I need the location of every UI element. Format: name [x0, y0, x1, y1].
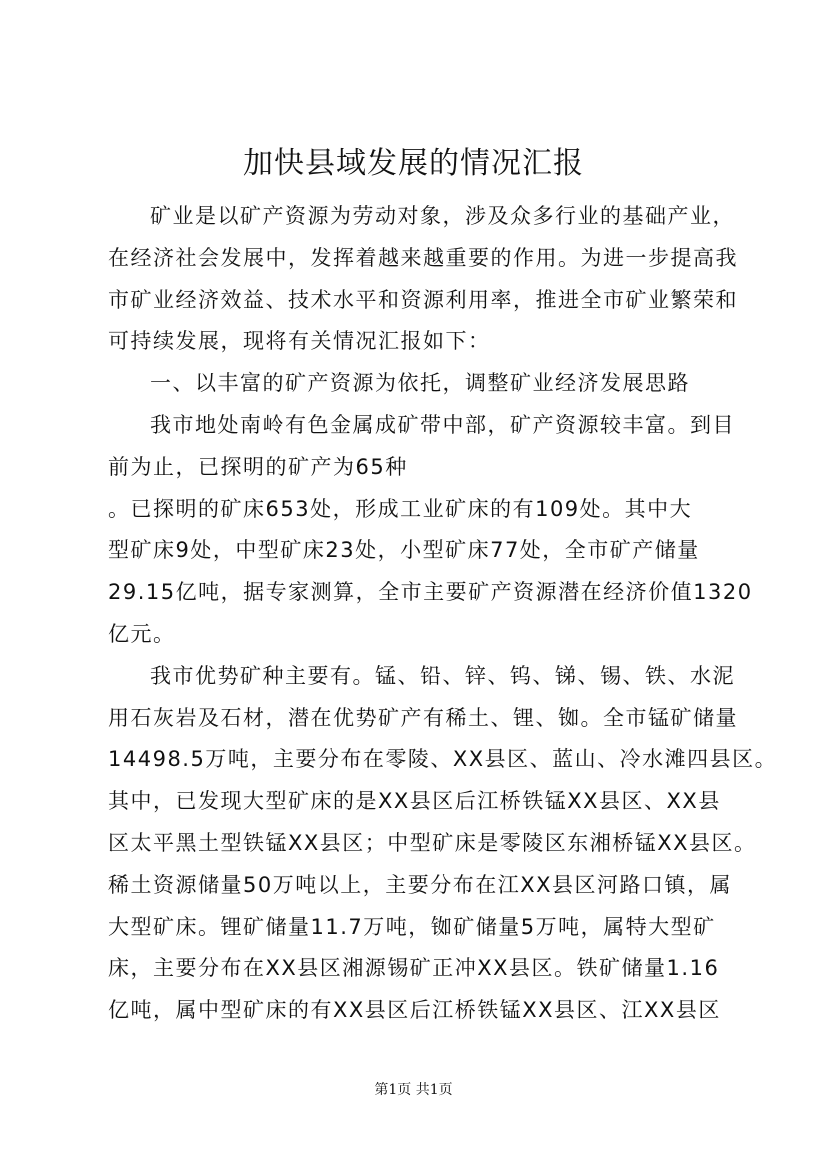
body-line: 型矿床9处，中型矿床23处，小型矿床77处，全市矿产储量: [108, 538, 700, 563]
section-heading: 一、以丰富的矿产资源为依托，调整矿业经济发展思路: [150, 371, 690, 396]
body-line: 亿元。: [108, 621, 176, 646]
body-line: 我市优势矿种主要有。锰、铅、锌、钨、锑、锡、铁、水泥: [150, 663, 735, 688]
body-line: 14498.5万吨，主要分布在零陵、XX县区、蓝山、冷水滩四县区。: [108, 747, 778, 772]
body-line: 其中，已发现大型矿床的是XX县区后江桥铁锰XX县区、XX县: [108, 789, 721, 814]
body-line: 大型矿床。锂矿储量11.7万吨，铷矿储量5万吨，属特大型矿: [108, 914, 716, 939]
body-line: 我市地处南岭有色金属成矿带中部，矿产资源较丰富。到目: [150, 412, 735, 437]
page-footer: 第1页 共1页: [374, 1082, 453, 1098]
body-line: 前为止，已探明的矿产为65种: [108, 454, 408, 479]
body-line: 亿吨，属中型矿床的有XX县区后江桥铁锰XX县区、江XX县区: [108, 998, 721, 1023]
body-line: 可持续发展，现将有关情况汇报如下：: [108, 329, 491, 354]
body-line: 矿业是以矿产资源为劳动对象，涉及众多行业的基础产业，: [150, 204, 735, 228]
body-line: 稀土资源储量50万吨以上，主要分布在江XX县区河路口镇，属: [108, 872, 732, 897]
body-line: 用石灰岩及石材，潜在优势矿产有稀土、锂、铷。全市锰矿储量: [108, 705, 738, 730]
body-line: 床，主要分布在XX县区湘源锡矿正冲XX县区。铁矿储量1.16: [108, 956, 720, 981]
body-line: 29.15亿吨，据专家测算，全市主要矿产资源潜在经济价值1320: [108, 580, 753, 605]
body-line: 在经济社会发展中，发挥着越来越重要的作用。为进一步提高我: [108, 245, 738, 270]
document-title: 加快县域发展的情况汇报: [243, 146, 584, 181]
body-line: 市矿业经济效益、技术水平和资源利用率，推进全市矿业繁荣和: [108, 287, 738, 312]
body-line: 。已探明的矿床653处，形成工业矿床的有109处。其中大: [108, 496, 693, 521]
document-body: [108, 196, 778, 1032]
body-line: 区太平黑土型铁锰XX县区；中型矿床是零陵区东湘桥锰XX县区。: [108, 830, 757, 855]
